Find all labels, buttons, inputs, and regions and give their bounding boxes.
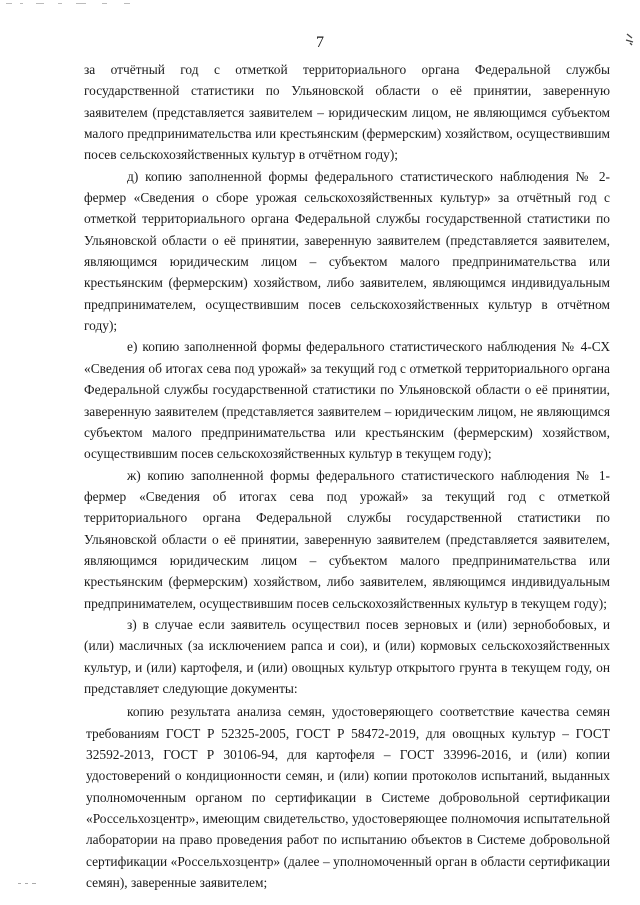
paragraph-continuation: за отчётный год с отметкой территориального органа Федеральной службы государственной статистики по Ульяновской области о её принятии, заверенную заявителем (представляется заявителем – юридическим лицом, не являющимся субъектом малого предпринимательства или крестьянским (фермерским) хозяйством, осуществившим посев сельскохозяйственных культур в отчётном году); bbox=[84, 62, 610, 163]
paragraph-d: д) копию заполненной формы федерального статистического наблюдения № 2-фермер «Сведения о сборе урожая сельскохозяйственных культур» за отчётный год с отметкой территориального органа Федеральной службы государственной статистики по Ульяновской области о её принятии, заверенную заявителем (представляется заявителем, являющимся юридическим лицом – субъектом малого предпринимательства или крестьянским (фермерским) хозяйством, либо заявителем, являющимся индивидуальным предпринимателем, осуществившим посев сельскохозяйственных культур в отчётном году); bbox=[84, 168, 610, 334]
document-body bbox=[84, 59, 610, 893]
paragraph-e: е) копию заполненной формы федерального статистического наблюдения № 4-СХ «Сведения об итогах сева под урожай» за текущий год с отметкой территориального органа Федеральной службы государственной статистики по Ульяновской области о её принятии, заверенную заявителем (представляется заявителем – юридическим лицом, не являющимся субъектом малого предпринимательства или крестьянским (фермерским) хозяйством, осуществившим посев сельскохозяйственных культур в текущем году); bbox=[84, 339, 610, 462]
scan-noise bbox=[6, 2, 136, 6]
corner-mark bbox=[624, 32, 636, 46]
paragraph-z: з) в случае если заявитель осуществил посев зерновых и (или) зернобобовых, и (или) масличных (за исключением рапса и сои), и (или) кормовых сельскохозяйственных культур, и (или) картофеля, и (или) овощных культур открытого грунта в текущем году, он представляет следующие документы: bbox=[84, 616, 610, 696]
paragraph-zh: ж) копию заполненной формы федерального статистического наблюдения № 1-фермер «Сведения об итогах сева под урожай» за текущий год с отметкой территориального органа Федеральной службы государственной статистики по Ульяновской области о её принятии, заверенную заявителем (представляется заявителем, являющимся юридическим лицом – субъектом малого предпринимательства или крестьянским (фермерским) хозяйством, либо заявителем, являющимся индивидуальным предпринимателем, осуществившим посев сельскохозяйственных культур в текущем году); bbox=[84, 467, 610, 611]
paragraph-seed-analysis: копию результата анализа семян, удостоверяющего соответствие качества семян требованиям ГОСТ Р 52325-2005, ГОСТ Р 58472-2019, для овощных культур – ГОСТ 32592-2013, ГОСТ Р 30106-94, для картофеля – ГОСТ 33996-2016, и (или) копии удостоверений о кондиционности семян, и (или) копии протоколов испытаний, выданных уполномоченным органом по сертификации в Системе добровольной сертификации «Россельхозцентр», имеющим свидетельство, удостоверяющее полномочия испытательной лаборатории на право проведения работ по испытанию объектов в Системе добровольной сертификации «Россельхозцентр» (далее – уполномоченный орган в области сертификации семян), заверенные заявителем; bbox=[86, 704, 610, 891]
page-number: 7 bbox=[316, 34, 324, 51]
scan-noise-footer bbox=[18, 881, 38, 887]
